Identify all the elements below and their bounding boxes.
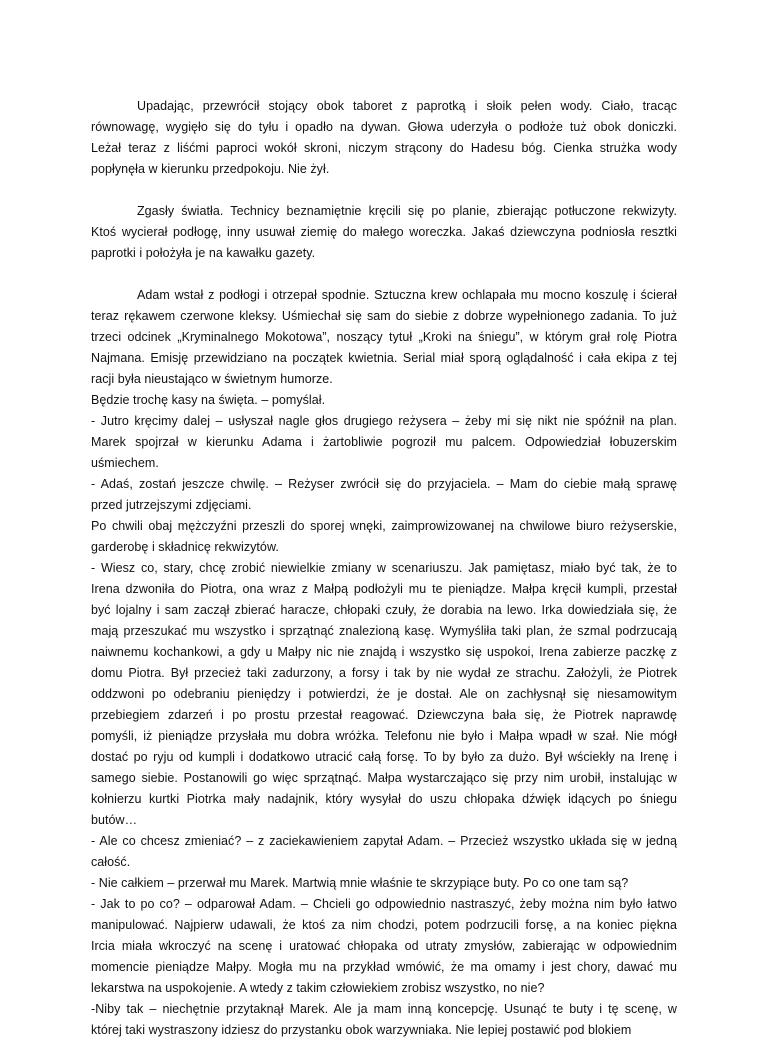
text-line: Irena dzwoniła do Piotra, ona wraz z Małpą podłożyli mu te pieniądze. Małpa kręcił kumpli, przestał	[91, 582, 677, 596]
paragraph	[91, 411, 677, 474]
text-line: Będzie trochę kasy na święta. – pomyślał.	[91, 393, 326, 407]
text-line: Po chwili obaj mężczyźni przeszli do sporej wnęki, zaimprowizowanej na chwilowe biuro reżyserskie,	[91, 519, 677, 533]
text-line: oddzwoni po odebraniu pieniędzy i potwierdzi, że je dostał. Ale on zachłysnął się niesamowitym	[91, 687, 677, 701]
paragraph	[91, 873, 677, 894]
text-line: -Niby tak – niechętnie przytaknął Marek. Ale ja mam inną koncepcję. Usunąć te buty i tę scenę, w	[91, 1002, 677, 1016]
text-line: domu Piotra. Był przecież taki zadurzony, a forsy i tak by nie wydał ze strachu. Założyli, że Piotrek	[91, 666, 677, 680]
text-line: manipulować. Najpierw udawali, że ktoś za nim chodzi, potem podrzucili forsę, a na koniec piękna	[91, 918, 677, 932]
text-line: garderobę i składnicę rekwizytów.	[91, 540, 279, 554]
text-line: mają przeszukać mu wszystko i sprzątnąć znalezioną kasę. Wymyśliła taki plan, że szmal podrzucają	[91, 624, 677, 638]
paragraph	[91, 201, 677, 264]
text-line: paprotki i położyła je na kawałku gazety.	[91, 246, 316, 260]
text-line: momencie pieniądze Małpy. Mogła mu na przykład wmówić, że ma omamy i jest chory, dawać mu	[91, 960, 677, 974]
text-line: Zgasły światła. Technicy beznamiętnie kręcili się po planie, zbierając potłuczone rekwizyty.	[137, 204, 677, 218]
document-body	[91, 96, 677, 1041]
paragraph	[91, 894, 677, 999]
text-line: - Jak to po co? – odparował Adam. – Chcieli go odpowiednio nastraszyć, żeby można nim było łatwo	[91, 897, 677, 911]
text-line: Leżał teraz z liśćmi paproci wokół skroni, niczym strącony do Hadesu bóg. Cienka strużka wody	[91, 141, 677, 155]
text-line: przed jutrzejszymi zdjęciami.	[91, 498, 252, 512]
paragraph	[91, 285, 677, 390]
text-line: dostać po ryju od kumpli i dodatkowo utracić całą forsę. To by było za dużo. Był wściekły na Irenę i	[91, 750, 677, 764]
paragraph	[91, 558, 677, 831]
paragraph	[91, 474, 677, 516]
text-line: naiwnemu kochankowi, a gdy u Małpy nic nie znajdą i wszystko się uspokoi, Irena zabierze paczkę z	[91, 645, 677, 659]
paragraph	[91, 96, 677, 180]
text-line: Najmana. Emisję przewidziano na początek kwietnia. Serial miał sporą oglądalność i cała ekipa z tej	[91, 351, 677, 365]
text-line: Adam wstał z podłogi i otrzepał spodnie. Sztuczna krew ochlapała mu mocno koszulę i ścierał	[137, 288, 677, 302]
text-line: trzeci odcinek „Kryminalnego Mokotowa”, noszący tytuł „Kroki na śniegu”, w którym grał rolę Piotra	[91, 330, 677, 344]
text-line: Marek spojrzał w kierunku Adama i żartobliwie pogroził mu palcem. Odpowiedział łobuzerskim	[91, 435, 677, 449]
paragraph	[91, 831, 677, 873]
paragraph	[91, 999, 677, 1041]
text-line: lekarstwa na uspokojenie. A wtedy z takim człowiekiem zrobisz wszystko, no nie?	[91, 981, 545, 995]
text-line: - Ale co chcesz zmieniać? – z zaciekawieniem zapytał Adam. – Przecież wszystko układa się w jedną	[91, 834, 677, 848]
text-line: pomyśli, iż pieniądze przysłała mu dobra wróżka. Telefonu nie było i Małpa wpadł w szał. Nie mógł	[91, 729, 677, 743]
text-line: uśmiechem.	[91, 456, 159, 470]
paragraph	[91, 516, 677, 558]
text-line: butów…	[91, 813, 138, 827]
text-line: - Wiesz co, stary, chcę zrobić niewielkie zmiany w scenariuszu. Jak pamiętasz, miało być tak, że to	[91, 561, 677, 575]
text-line: równowagę, wygięło się do tyłu i opadło na dywan. Głowa uderzyła o podłoże tuż obok doniczki.	[91, 120, 677, 134]
paragraph	[91, 390, 677, 411]
text-line: - Adaś, zostań jeszcze chwilę. – Reżyser zwrócił się do przyjaciela. – Mam do ciebie małą sprawę	[91, 477, 677, 491]
text-line: której taki wystraszony idziesz do przystanku obok warzywniaka. Nie lepiej postawić pod blokiem	[91, 1023, 632, 1037]
text-line: samego siebie. Postanowili go więc sprzątnąć. Małpa wystarczająco się przy nim urobił, instalując w	[91, 771, 677, 785]
text-line: teraz rękawem czerwone kleksy. Uśmiechał się sam do siebie z dobrze wypełnionego zadania. To już	[91, 309, 677, 323]
text-line: przebiegiem zdarzeń i po prostu przestał reagować. Dziewczyna bała się, że Piotrek naprawdę	[91, 708, 677, 722]
text-line: być lojalny i sam zaczął zbierać haracze, chłopaki czuły, że dorabia na lewo. Irka dowiedziała się, że	[91, 603, 677, 617]
text-line: Ircia miała wkroczyć na scenę i uratować chłopaka od utraty zmysłów, zabierając w odpowiednim	[91, 939, 677, 953]
text-line: racji była nieustająco w świetnym humorze.	[91, 372, 333, 386]
text-line: Ktoś wycierał podłogę, inny usuwał ziemię do małego woreczka. Jakaś dziewczyna podniosła resztki	[91, 225, 677, 239]
text-line: - Jutro kręcimy dalej – usłyszał nagle głos drugiego reżysera – żeby mi się nikt nie spóźnił na plan.	[91, 414, 677, 428]
text-line: całość.	[91, 855, 131, 869]
text-line: popłynęła w kierunku przedpokoju. Nie żył.	[91, 162, 330, 176]
text-line: kołnierzu kurtki Piotrka mały nadajnik, który wysyłał do uszu chłopaka dźwięk idących po śniegu	[91, 792, 677, 806]
text-line: - Nie całkiem – przerwał mu Marek. Martwią mnie właśnie te skrzypiące buty. Po co one tam są?	[91, 876, 629, 890]
text-line: Upadając, przewrócił stojący obok taboret z paprotką i słoik pełen wody. Ciało, tracąc	[137, 99, 677, 113]
